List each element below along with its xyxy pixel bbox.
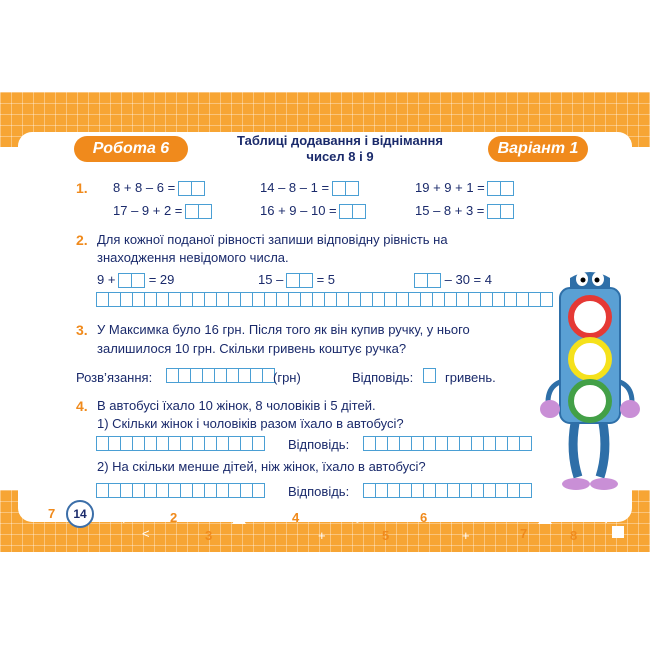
title-line-1: Таблиці додавання і віднімання (237, 133, 443, 148)
task-3-answer-label: Відповідь: (352, 370, 414, 385)
task-4-answer-label-2: Відповідь: (288, 484, 350, 499)
task-3-text-1: У Максимка було 16 грн. Після того як він купив ручку, у нього (97, 322, 470, 337)
answer-box[interactable] (118, 273, 132, 288)
task-4-number: 4. (76, 398, 88, 414)
task-4-solution-row-1[interactable] (97, 436, 265, 451)
work-label: Робота 6 (74, 136, 188, 162)
traffic-light-character-icon (540, 262, 640, 502)
task-2-text-1: Для кожної поданої рівності запиши відповідну рівність на (97, 232, 448, 247)
footer-decor-symbol: < (142, 526, 150, 541)
variant-label: Варіант 1 (488, 136, 588, 162)
task-4-text: В автобусі їхало 10 жінок, 8 чоловіків і 5 дітей. (97, 398, 376, 413)
answer-box[interactable] (332, 181, 346, 196)
answer-cell[interactable] (519, 436, 532, 451)
task-4-question-1: 1) Скільки жінок і чоловіків разом їхало в автобусі? (97, 416, 404, 431)
task-1-expr-3: 19 + 9 + 1 = (415, 180, 514, 196)
footer-decor-symbol: > (356, 512, 364, 527)
task-4-answer-row-1[interactable] (364, 436, 532, 451)
footer-decor-digit: 7 (520, 526, 528, 541)
triangle-icon (538, 512, 552, 524)
task-1-expr-1: 8 + 8 – 6 = (113, 180, 205, 196)
footer-decor-symbol: + (318, 528, 326, 543)
footer-decor-digit: 4 (292, 510, 300, 525)
answer-box[interactable] (178, 181, 192, 196)
task-2-text-2: знаходження невідомого числа. (97, 250, 289, 265)
task-2-number: 2. (76, 232, 88, 248)
footer-decor-symbol: + (120, 512, 128, 527)
task-4-solution-row-2[interactable] (97, 483, 265, 498)
task-2-eq-1: 9 + = 29 (97, 272, 175, 287)
square-icon (612, 526, 624, 538)
task-3-answer-unit: гривень. (445, 370, 496, 385)
slash-icon (478, 508, 492, 522)
task-4-question-2: 2) На скільки менше дітей, ніж жінок, їхало в автобусі? (97, 459, 426, 474)
page-number: 14 (66, 500, 94, 528)
answer-cell[interactable] (423, 368, 436, 383)
task-3-unit: (грн) (273, 370, 301, 385)
answer-box[interactable] (345, 181, 359, 196)
footer-decor-digit: 6 (420, 510, 428, 525)
footer-decor-digit: 5 (382, 528, 390, 543)
task-1-expr-2: 14 – 8 – 1 = (260, 180, 359, 196)
task-2-answer-row[interactable] (97, 292, 553, 307)
task-2-eq-3: – 30 = 4 (415, 272, 492, 288)
task-3-text-2: залишилося 10 грн. Скільки гривень коштує ручка? (97, 341, 407, 356)
answer-cell[interactable] (252, 483, 265, 498)
triangle-icon (232, 512, 246, 524)
answer-box[interactable] (487, 181, 501, 196)
answer-box[interactable] (352, 204, 366, 219)
task-4-answer-label-1: Відповідь: (288, 437, 350, 452)
answer-box[interactable] (414, 273, 428, 288)
answer-cell[interactable] (252, 436, 265, 451)
footer-decor-symbol: < (600, 512, 608, 527)
answer-box[interactable] (185, 204, 199, 219)
answer-box[interactable] (131, 273, 145, 288)
task-1-number: 1. (76, 180, 88, 196)
answer-box[interactable] (198, 204, 212, 219)
footer-decor-symbol: + (462, 528, 470, 543)
answer-box[interactable] (299, 273, 313, 288)
task-3-solution-row[interactable] (167, 368, 275, 383)
answer-box[interactable] (487, 204, 501, 219)
footer-decor-digit: 2 (170, 510, 178, 525)
task-1-expr-5: 16 + 9 – 10 = (260, 203, 366, 219)
answer-box[interactable] (427, 273, 441, 288)
task-3-answer-box[interactable] (424, 368, 436, 383)
page-title (215, 133, 465, 165)
footer-decor-digit: 3 (205, 528, 213, 543)
answer-box[interactable] (339, 204, 353, 219)
task-1-expr-4: 17 – 9 + 2 = (113, 203, 212, 219)
task-1-expr-6: 15 – 8 + 3 = (415, 203, 514, 219)
task-3-number: 3. (76, 322, 88, 338)
answer-box[interactable] (191, 181, 205, 196)
task-3-solution-label: Розв’язання: (76, 370, 153, 385)
answer-cell[interactable] (519, 483, 532, 498)
footer-decor-digit: 7 (48, 506, 56, 521)
task-2-eq-2: 15 – = 5 (258, 272, 335, 287)
answer-box[interactable] (500, 204, 514, 219)
footer-decor-digit: 8 (570, 528, 578, 543)
answer-box[interactable] (500, 181, 514, 196)
task-4-answer-row-2[interactable] (364, 483, 532, 498)
answer-box[interactable] (286, 273, 300, 288)
title-line-2: чисел 8 і 9 (306, 149, 374, 164)
